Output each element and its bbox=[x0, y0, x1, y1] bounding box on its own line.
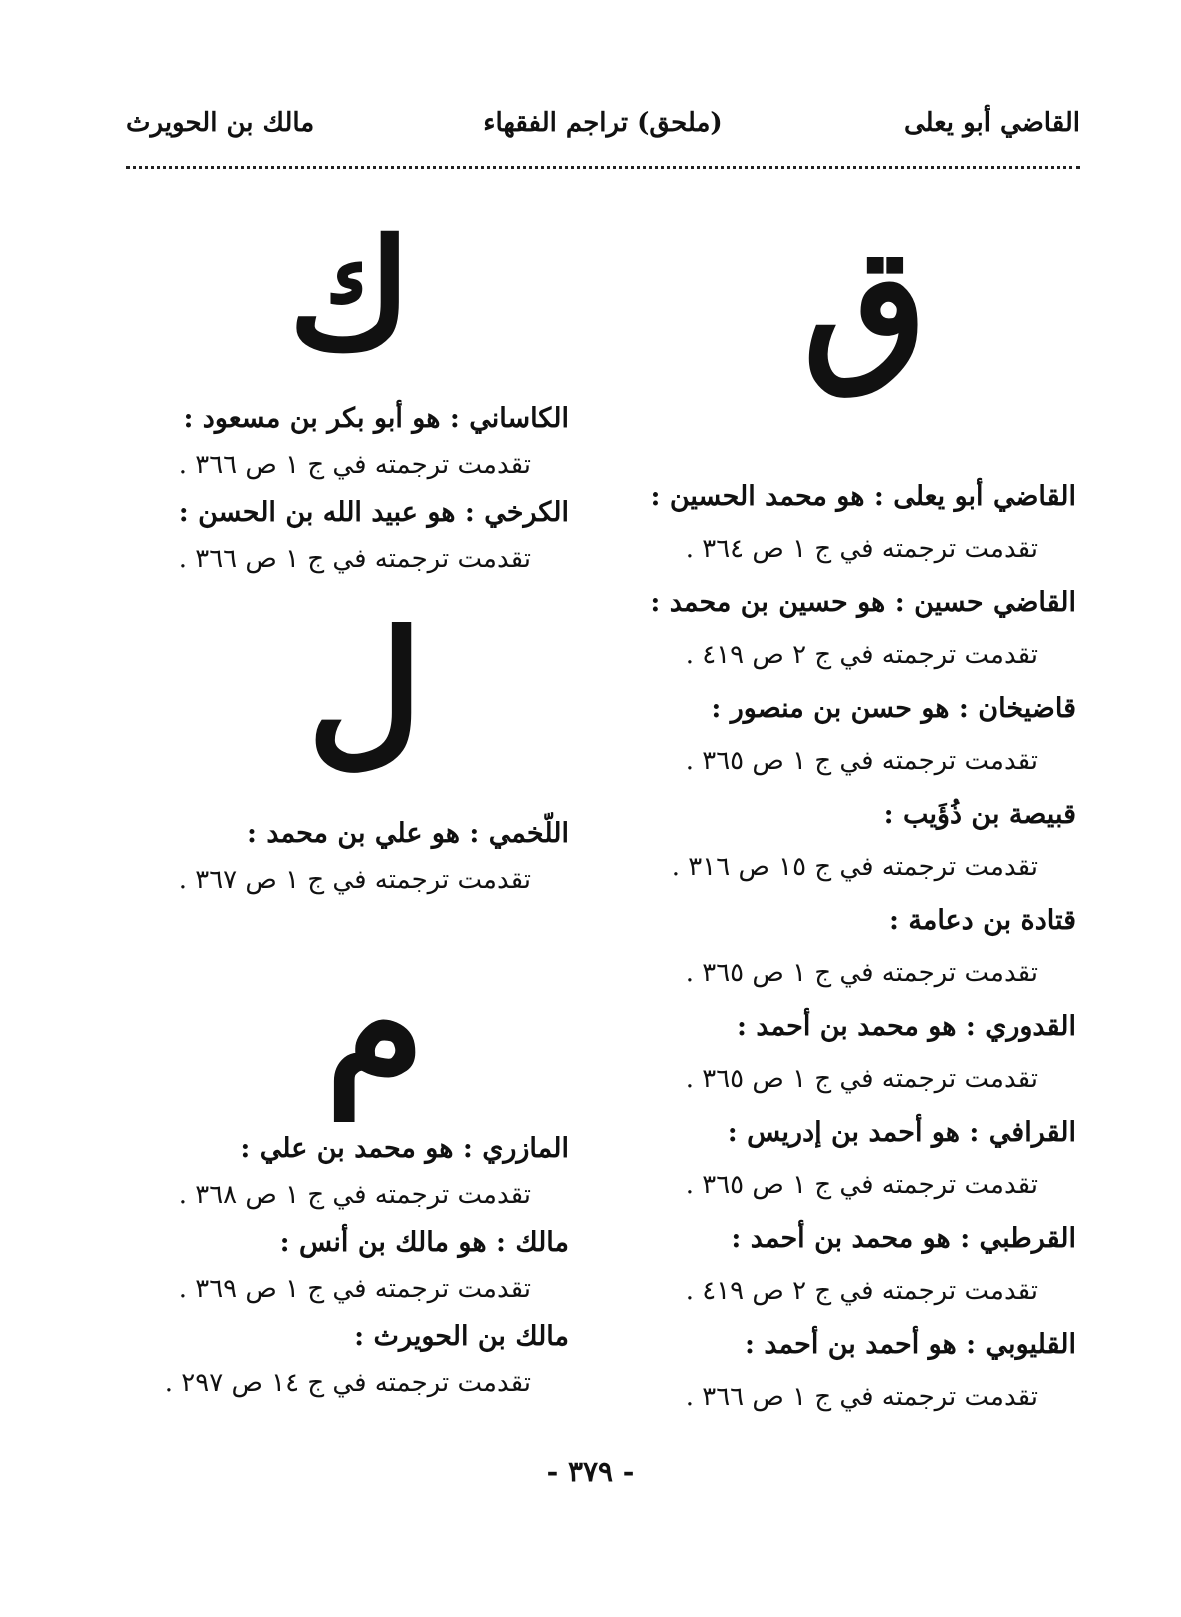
entry-reference: تقدمت ترجمته في ج ١ ص ٣٦٩ . bbox=[178, 1274, 531, 1304]
entry-reference: تقدمت ترجمته في ج ١ ص ٣٦٥ . bbox=[685, 1170, 1038, 1200]
entry bbox=[616, 1212, 1076, 1318]
header-dotted-rule bbox=[126, 166, 1080, 169]
header-author: القاضي أبو يعلى bbox=[903, 108, 1080, 138]
entry-name: القرطبي : هو محمد بن أحمد : bbox=[731, 1223, 1076, 1254]
entry bbox=[109, 1313, 569, 1407]
entry bbox=[109, 1125, 569, 1219]
entry-name: الكرخي : هو عبيد الله بن الحسن : bbox=[178, 497, 569, 528]
entry bbox=[616, 470, 1076, 576]
entry-reference: تقدمت ترجمته في ج ١ ص ٣٦٨ . bbox=[178, 1180, 531, 1210]
section-kaf bbox=[109, 395, 569, 583]
entry bbox=[616, 1000, 1076, 1106]
entry-reference: تقدمت ترجمته في ج ٢ ص ٤١٩ . bbox=[685, 640, 1038, 670]
entry-name: القاضي أبو يعلى : هو محمد الحسين : bbox=[650, 481, 1076, 512]
letter-heading-kaf: ك bbox=[288, 207, 412, 383]
letter-heading-qaf: ق bbox=[802, 211, 928, 399]
entry-name: مالك : هو مالك بن أنس : bbox=[279, 1227, 569, 1258]
entry bbox=[616, 1106, 1076, 1212]
entry bbox=[109, 489, 569, 583]
running-header bbox=[126, 108, 1080, 148]
entry-name: المازري : هو محمد بن علي : bbox=[240, 1133, 569, 1164]
entry-name: مالك بن الحويرث : bbox=[354, 1321, 569, 1352]
entry-reference: تقدمت ترجمته في ج ١ ص ٣٦٥ . bbox=[685, 958, 1038, 988]
entry-name: القدوري : هو محمد بن أحمد : bbox=[736, 1011, 1076, 1042]
entry bbox=[616, 894, 1076, 1000]
entry-name: القليوبي : هو أحمد بن أحمد : bbox=[745, 1329, 1076, 1360]
entry-name: قبيصة بن ذُؤَيب : bbox=[883, 799, 1076, 830]
entry-reference: تقدمت ترجمته في ج ١ ص ٣٦٦ . bbox=[178, 544, 531, 574]
section-qaf bbox=[616, 470, 1076, 1424]
entry-reference: تقدمت ترجمته في ج ١ ص ٣٦٥ . bbox=[685, 746, 1038, 776]
entry-reference: تقدمت ترجمته في ج ١ ص ٣٦٦ . bbox=[178, 450, 531, 480]
entry bbox=[109, 395, 569, 489]
entry bbox=[109, 810, 569, 904]
entry-name: الكاساني : هو أبو بكر بن مسعود : bbox=[183, 403, 569, 434]
entry-name: القاضي حسين : هو حسين بن محمد : bbox=[650, 587, 1076, 618]
entry-reference: تقدمت ترجمته في ج ١ ص ٣٦٤ . bbox=[685, 534, 1038, 564]
entry-reference: تقدمت ترجمته في ج ١ ص ٣٦٧ . bbox=[178, 865, 531, 895]
entry-reference: تقدمت ترجمته في ج ١ ص ٣٦٦ . bbox=[685, 1382, 1038, 1412]
entry-name: قتادة بن دعامة : bbox=[889, 905, 1076, 936]
entry bbox=[109, 1219, 569, 1313]
entry-reference: تقدمت ترجمته في ج ٢ ص ٤١٩ . bbox=[685, 1276, 1038, 1306]
entry-name: القرافي : هو أحمد بن إدريس : bbox=[727, 1117, 1076, 1148]
entry-reference: تقدمت ترجمته في ج ١٥ ص ٣١٦ . bbox=[671, 852, 1038, 882]
entry bbox=[616, 1318, 1076, 1424]
entry-name: قاضيخان : هو حسن بن منصور : bbox=[711, 693, 1076, 724]
entry bbox=[616, 576, 1076, 682]
letter-heading-lam: ل bbox=[306, 596, 424, 784]
entry-name: اللّخمي : هو علي بن محمد : bbox=[246, 818, 569, 849]
entry bbox=[616, 682, 1076, 788]
entry-reference: تقدمت ترجمته في ج ١ ص ٣٦٥ . bbox=[685, 1064, 1038, 1094]
entry bbox=[616, 788, 1076, 894]
section-mim bbox=[109, 1125, 569, 1407]
entry-reference: تقدمت ترجمته في ج ١٤ ص ٢٩٧ . bbox=[164, 1368, 531, 1398]
header-section-title: (ملحق) تراجم الفقهاء bbox=[483, 108, 723, 138]
header-last-entry: مالك بن الحويرث bbox=[126, 108, 315, 138]
section-lam bbox=[109, 810, 569, 904]
page-number: - ٣٧٩ - bbox=[546, 1455, 635, 1488]
letter-heading-mim: م bbox=[325, 931, 425, 1119]
